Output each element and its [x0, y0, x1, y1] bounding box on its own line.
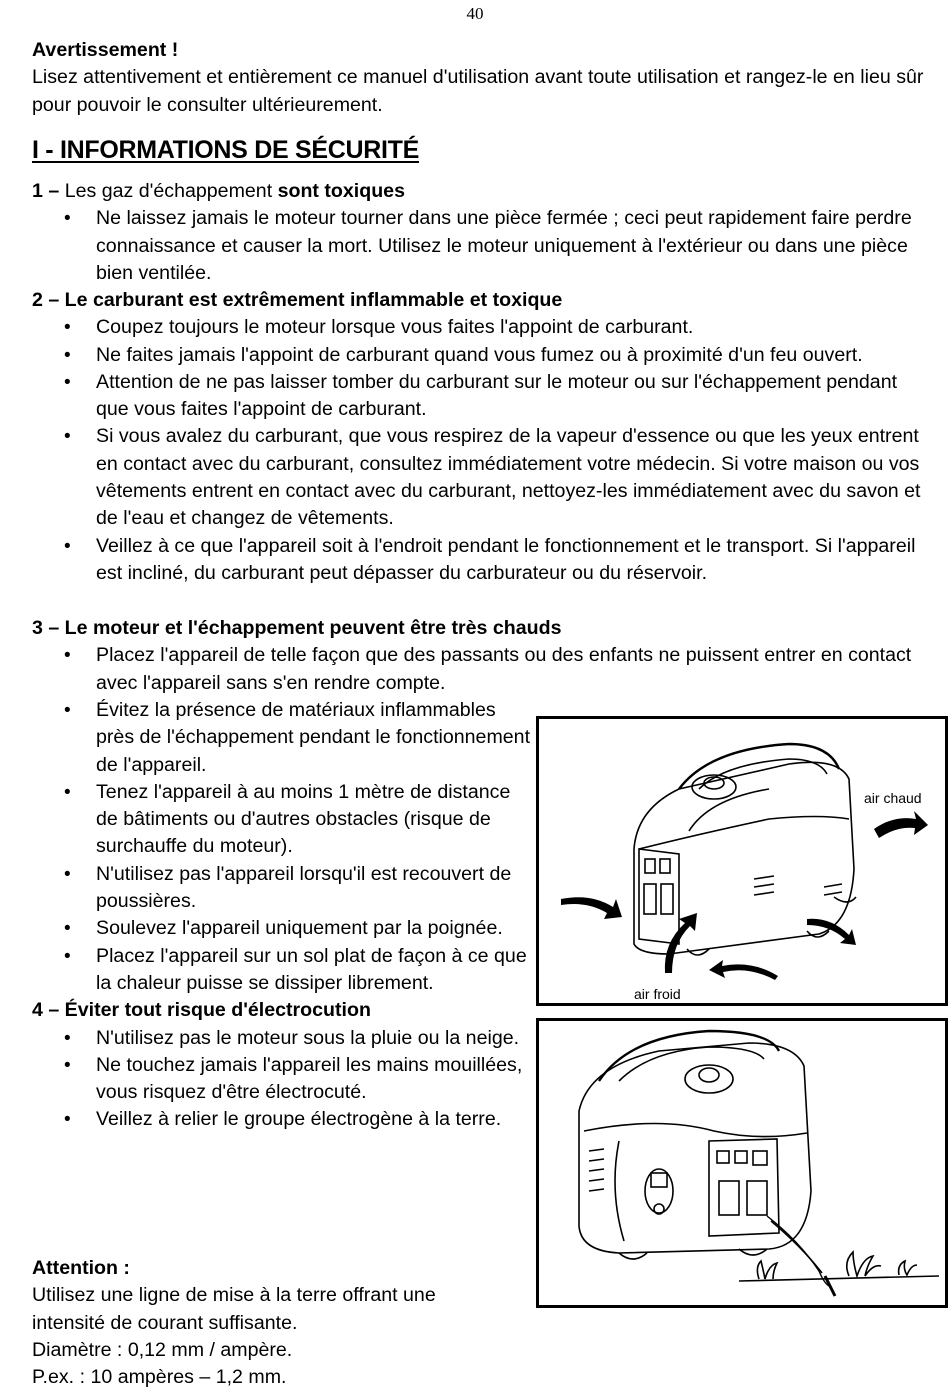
section-1-list [32, 205, 927, 287]
section-2-title: 2 – Le carburant est extrêmement inflammable et toxique [32, 289, 563, 311]
section-1-num: 1 – [32, 180, 60, 202]
section-1 [32, 178, 927, 287]
list-item: • Tenez l'appareil à au moins 1 mètre de distance de bâtiments ou d'autres obstacles (risque de surchauffe du moteur). [32, 779, 532, 861]
attention-block [32, 1255, 512, 1391]
section-2-list [32, 314, 927, 587]
list-item: • Veillez à relier le groupe électrogène à la terre. [32, 1106, 532, 1133]
list-item: • Placez l'appareil de telle façon que des passants ou des enfants ne puissent entrer en contact avec l'appareil sans s'en rendre compte. [32, 642, 927, 697]
section-3-title: 3 – Le moteur et l'échappement peuvent être très chauds [32, 617, 562, 639]
list-item: • Ne laissez jamais le moteur tourner dans une pièce fermée ; ceci peut rapidement faire perdre connaissance et causer la mort. Utilisez le moteur uniquement à l'extérieur ou dans une pièce bien ventilée. [32, 205, 927, 287]
list-item: • Ne touchez jamais l'appareil les mains mouillées, vous risquez d'être électrocuté. [32, 1052, 532, 1107]
section-1-title-regular: Les gaz d'échappement [59, 180, 278, 202]
section-3 [32, 615, 927, 697]
list-item: • Si vous avalez du carburant, que vous respirez de la vapeur d'essence ou que les yeux entrent en contact avec du carburant, consultez immédiatement votre médecin. Si votre maison ou vos vêtements entrent en contact avec du carburant, nettoyez-les immédiatement avec du savon et de l'eau et changez de vêtements. [32, 423, 927, 532]
list-item: • Coupez toujours le moteur lorsque vous faites l'appoint de carburant. [32, 314, 927, 341]
generator-grounding-illustration [539, 1021, 945, 1305]
section-4-title: 4 – Éviter tout risque d'électrocution [32, 999, 371, 1022]
grounding-figure [536, 1018, 948, 1308]
section-4 [32, 997, 532, 1133]
section-3-list-narrow [32, 697, 532, 997]
attention-line: Utilisez une ligne de mise à la terre offrant une intensité de courant suffisante. [32, 1284, 436, 1334]
list-item: • N'utilisez pas l'appareil lorsqu'il est recouvert de poussières. [32, 861, 532, 916]
list-item: • Évitez la présence de matériaux inflammables près de l'échappement pendant le fonctionnement de l'appareil. [32, 697, 532, 779]
list-item: • Soulevez l'appareil uniquement par la poignée. [32, 915, 532, 942]
section-title: I - INFORMATIONS DE SÉCURITÉ [32, 136, 419, 164]
list-item: • Placez l'appareil sur un sol plat de façon à ce que la chaleur puisse se dissiper librement. [32, 943, 532, 998]
generator-airflow-illustration [539, 719, 945, 1003]
warning-block [32, 37, 927, 119]
attention-line: Diamètre : 0,12 mm / ampère. [32, 1338, 293, 1361]
section-1-title-bold: sont toxiques [277, 180, 405, 202]
section-4-list [32, 1025, 532, 1134]
list-item: • Veillez à ce que l'appareil soit à l'endroit pendant le fonctionnement et le transport. Si l'appareil est incliné, du carburant peut dépasser du carburateur ou du réservoir. [32, 533, 927, 588]
page-number: 40 [466, 4, 484, 23]
air-hot-label: air chaud [864, 790, 922, 806]
section-2 [32, 287, 927, 587]
list-item: • Attention de ne pas laisser tomber du carburant sur le moteur ou sur l'échappement pendant que vous faites l'appoint de carburant. [32, 369, 927, 424]
list-item: • N'utilisez pas le moteur sous la pluie ou la neige. [32, 1025, 532, 1052]
airflow-figure [536, 716, 948, 1006]
warning-text: Lisez attentivement et entièrement ce manuel d'utilisation avant toute utilisation et rangez-le en lieu sûr pour pouvoir le consulter ultérieurement. [32, 66, 924, 116]
air-cold-label: air froid [634, 986, 681, 1002]
section-3-list [32, 642, 927, 697]
section-3-list-continued [32, 697, 532, 1134]
list-item: • Ne faites jamais l'appoint de carburant quand vous fumez ou à proximité d'un feu ouvert. [32, 342, 927, 369]
attention-line: P.ex. : 10 ampères – 1,2 mm. [32, 1366, 287, 1389]
warning-title: Avertissement ! [32, 39, 179, 61]
attention-title: Attention : [32, 1257, 130, 1279]
section-1-title [32, 178, 927, 205]
